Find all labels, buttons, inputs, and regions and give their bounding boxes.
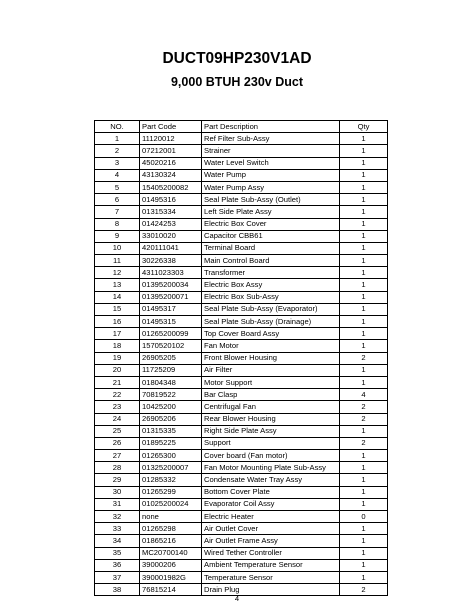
cell-no: 27 <box>95 450 140 462</box>
cell-no: 21 <box>95 376 140 388</box>
cell-no: 11 <box>95 255 140 267</box>
table-row <box>95 242 388 254</box>
cell-no: 29 <box>95 474 140 486</box>
table-row <box>95 316 388 328</box>
cell-part-description: Water Level Switch <box>202 157 340 169</box>
cell-qty: 2 <box>340 401 388 413</box>
cell-part-description: Right Side Plate Assy <box>202 425 340 437</box>
cell-part-description: Transformer <box>202 267 340 279</box>
cell-part-description: Temperature Sensor <box>202 571 340 583</box>
cell-qty: 1 <box>340 230 388 242</box>
cell-part-description: Wired Tether Controller <box>202 547 340 559</box>
cell-part-description: Bottom Cover Plate <box>202 486 340 498</box>
cell-part-code: 11725209 <box>140 364 202 376</box>
cell-part-description: Cover board (Fan motor) <box>202 450 340 462</box>
cell-no: 13 <box>95 279 140 291</box>
table-row <box>95 498 388 510</box>
page-subtitle: 9,000 BTUH 230v Duct <box>170 75 303 89</box>
cell-part-description: Fan Motor Mounting Plate Sub-Assy <box>202 462 340 474</box>
cell-part-code: 33010020 <box>140 230 202 242</box>
table-row <box>95 486 388 498</box>
table-row <box>95 133 388 145</box>
cell-no: 31 <box>95 498 140 510</box>
cell-no: 34 <box>95 535 140 547</box>
table-row <box>95 157 388 169</box>
table-row <box>95 401 388 413</box>
cell-no: 2 <box>95 145 140 157</box>
table-row <box>95 511 388 523</box>
cell-part-code: 390001982G <box>140 571 202 583</box>
table-row <box>95 291 388 303</box>
cell-qty: 2 <box>340 413 388 425</box>
cell-part-description: Ambient Temperature Sensor <box>202 559 340 571</box>
cell-part-code: MC20700140 <box>140 547 202 559</box>
cell-part-code: 07212001 <box>140 145 202 157</box>
cell-qty: 1 <box>340 242 388 254</box>
cell-qty: 1 <box>340 316 388 328</box>
table-row <box>95 376 388 388</box>
table-row <box>95 352 388 364</box>
cell-no: 32 <box>95 511 140 523</box>
page-number: 4 <box>234 594 240 603</box>
cell-no: 5 <box>95 181 140 193</box>
cell-no: 9 <box>95 230 140 242</box>
table-row <box>95 364 388 376</box>
table-row <box>95 255 388 267</box>
cell-qty: 4 <box>340 389 388 401</box>
table-row <box>95 169 388 181</box>
table-row <box>95 340 388 352</box>
cell-qty: 1 <box>340 303 388 315</box>
cell-qty: 2 <box>340 352 388 364</box>
cell-qty: 1 <box>340 376 388 388</box>
cell-no: 38 <box>95 584 140 596</box>
table-row <box>95 462 388 474</box>
cell-no: 25 <box>95 425 140 437</box>
cell-no: 28 <box>95 462 140 474</box>
cell-part-description: Main Control Board <box>202 255 340 267</box>
cell-no: 10 <box>95 242 140 254</box>
cell-part-code: 70819522 <box>140 389 202 401</box>
cell-no: 30 <box>95 486 140 498</box>
cell-part-description: Seal Plate Sub-Assy (Drainage) <box>202 316 340 328</box>
column-header-part-code: Part Code <box>140 121 202 133</box>
cell-part-description: Bar Clasp <box>202 389 340 401</box>
cell-part-code: 01265300 <box>140 450 202 462</box>
column-header-qty: Qty <box>340 121 388 133</box>
cell-part-description: Ref Filter Sub-Assy <box>202 133 340 145</box>
cell-part-description: Capacitor CBB61 <box>202 230 340 242</box>
cell-qty: 1 <box>340 218 388 230</box>
cell-part-description: Left Side Plate Assy <box>202 206 340 218</box>
cell-part-code: 01395200034 <box>140 279 202 291</box>
cell-part-description: Drain Plug <box>202 584 340 596</box>
parts-table-body <box>95 133 388 596</box>
cell-part-code: 01804348 <box>140 376 202 388</box>
table-row <box>95 279 388 291</box>
cell-part-description: Seal Plate Sub-Assy (Evaporator) <box>202 303 340 315</box>
parts-table <box>94 120 388 596</box>
cell-part-code: 39000206 <box>140 559 202 571</box>
cell-no: 37 <box>95 571 140 583</box>
cell-no: 26 <box>95 437 140 449</box>
cell-qty: 1 <box>340 279 388 291</box>
cell-qty: 2 <box>340 584 388 596</box>
cell-part-code: 30226338 <box>140 255 202 267</box>
table-row <box>95 547 388 559</box>
cell-part-code: 01265298 <box>140 523 202 535</box>
table-row <box>95 425 388 437</box>
cell-qty: 1 <box>340 181 388 193</box>
table-row <box>95 437 388 449</box>
table-row <box>95 194 388 206</box>
cell-no: 16 <box>95 316 140 328</box>
cell-part-code: 01265200099 <box>140 328 202 340</box>
cell-part-code: none <box>140 511 202 523</box>
cell-part-code: 01895225 <box>140 437 202 449</box>
cell-part-description: Electric Box Sub-Assy <box>202 291 340 303</box>
cell-qty: 1 <box>340 535 388 547</box>
cell-part-description: Centrifugal Fan <box>202 401 340 413</box>
cell-part-code: 01025200024 <box>140 498 202 510</box>
cell-part-code: 01495315 <box>140 316 202 328</box>
table-row <box>95 267 388 279</box>
cell-qty: 1 <box>340 267 388 279</box>
cell-part-code: 26905206 <box>140 413 202 425</box>
cell-qty: 1 <box>340 206 388 218</box>
cell-no: 33 <box>95 523 140 535</box>
cell-qty: 1 <box>340 547 388 559</box>
cell-qty: 1 <box>340 340 388 352</box>
cell-no: 24 <box>95 413 140 425</box>
cell-part-code: 01865216 <box>140 535 202 547</box>
cell-part-code: 43130324 <box>140 169 202 181</box>
cell-part-description: Evaporator Coil Assy <box>202 498 340 510</box>
cell-qty: 1 <box>340 571 388 583</box>
cell-part-code: 01315334 <box>140 206 202 218</box>
cell-part-description: Electric Box Cover <box>202 218 340 230</box>
table-row <box>95 450 388 462</box>
cell-qty: 1 <box>340 145 388 157</box>
cell-part-description: Condensate Water Tray Assy <box>202 474 340 486</box>
cell-no: 23 <box>95 401 140 413</box>
cell-no: 19 <box>95 352 140 364</box>
table-row <box>95 571 388 583</box>
cell-part-description: Front Blower Housing <box>202 352 340 364</box>
cell-part-code: 420111041 <box>140 242 202 254</box>
cell-qty: 1 <box>340 157 388 169</box>
cell-qty: 1 <box>340 474 388 486</box>
cell-no: 18 <box>95 340 140 352</box>
cell-qty: 2 <box>340 437 388 449</box>
cell-qty: 1 <box>340 364 388 376</box>
cell-part-description: Motor Support <box>202 376 340 388</box>
table-row <box>95 230 388 242</box>
table-row <box>95 328 388 340</box>
table-row <box>95 206 388 218</box>
cell-no: 22 <box>95 389 140 401</box>
table-row <box>95 413 388 425</box>
cell-no: 36 <box>95 559 140 571</box>
cell-no: 15 <box>95 303 140 315</box>
cell-part-code: 01395200071 <box>140 291 202 303</box>
cell-part-code: 4311023303 <box>140 267 202 279</box>
cell-part-description: Strainer <box>202 145 340 157</box>
cell-part-code: 15405200082 <box>140 181 202 193</box>
cell-no: 17 <box>95 328 140 340</box>
cell-part-code: 01325200007 <box>140 462 202 474</box>
cell-qty: 1 <box>340 486 388 498</box>
cell-part-code: 01495317 <box>140 303 202 315</box>
cell-part-description: Electric Heater <box>202 511 340 523</box>
cell-no: 1 <box>95 133 140 145</box>
header-row <box>95 121 388 133</box>
column-header-part-description: Part Description <box>202 121 340 133</box>
cell-part-code: 10425200 <box>140 401 202 413</box>
cell-part-code: 1570520102 <box>140 340 202 352</box>
cell-part-description: Air Outlet Cover <box>202 523 340 535</box>
table-row <box>95 145 388 157</box>
cell-part-description: Top Cover Board Assy <box>202 328 340 340</box>
cell-no: 35 <box>95 547 140 559</box>
table-row <box>95 559 388 571</box>
cell-no: 6 <box>95 194 140 206</box>
cell-qty: 1 <box>340 523 388 535</box>
cell-qty: 1 <box>340 498 388 510</box>
cell-part-code: 45020216 <box>140 157 202 169</box>
table-row <box>95 535 388 547</box>
table-row <box>95 523 388 535</box>
cell-no: 8 <box>95 218 140 230</box>
cell-qty: 1 <box>340 462 388 474</box>
cell-qty: 1 <box>340 450 388 462</box>
cell-part-description: Fan Motor <box>202 340 340 352</box>
cell-part-code: 01495316 <box>140 194 202 206</box>
cell-part-description: Water Pump Assy <box>202 181 340 193</box>
cell-no: 3 <box>95 157 140 169</box>
cell-part-code: 11120012 <box>140 133 202 145</box>
cell-no: 4 <box>95 169 140 181</box>
cell-part-description: Seal Plate Sub-Assy (Outlet) <box>202 194 340 206</box>
cell-part-code: 01315335 <box>140 425 202 437</box>
table-row <box>95 303 388 315</box>
cell-qty: 1 <box>340 255 388 267</box>
page-title: DUCT09HP230V1AD <box>162 50 312 67</box>
cell-part-code: 76815214 <box>140 584 202 596</box>
cell-part-description: Air Filter <box>202 364 340 376</box>
parts-table-header <box>95 121 388 133</box>
cell-qty: 1 <box>340 328 388 340</box>
cell-qty: 1 <box>340 133 388 145</box>
cell-qty: 1 <box>340 559 388 571</box>
cell-qty: 1 <box>340 169 388 181</box>
cell-part-description: Rear Blower Housing <box>202 413 340 425</box>
cell-part-description: Air Outlet Frame Assy <box>202 535 340 547</box>
cell-qty: 0 <box>340 511 388 523</box>
cell-part-code: 26905205 <box>140 352 202 364</box>
table-row <box>95 218 388 230</box>
cell-no: 12 <box>95 267 140 279</box>
cell-qty: 1 <box>340 291 388 303</box>
table-row <box>95 389 388 401</box>
table-row <box>95 474 388 486</box>
cell-part-description: Electric Box Assy <box>202 279 340 291</box>
cell-qty: 1 <box>340 194 388 206</box>
cell-qty: 1 <box>340 425 388 437</box>
cell-part-code: 01285332 <box>140 474 202 486</box>
cell-no: 7 <box>95 206 140 218</box>
table-row <box>95 181 388 193</box>
cell-no: 20 <box>95 364 140 376</box>
cell-part-code: 01265299 <box>140 486 202 498</box>
cell-part-code: 01424253 <box>140 218 202 230</box>
cell-part-description: Water Pump <box>202 169 340 181</box>
cell-part-description: Support <box>202 437 340 449</box>
column-header-no: NO. <box>95 121 140 133</box>
cell-part-description: Terminal Board <box>202 242 340 254</box>
cell-no: 14 <box>95 291 140 303</box>
